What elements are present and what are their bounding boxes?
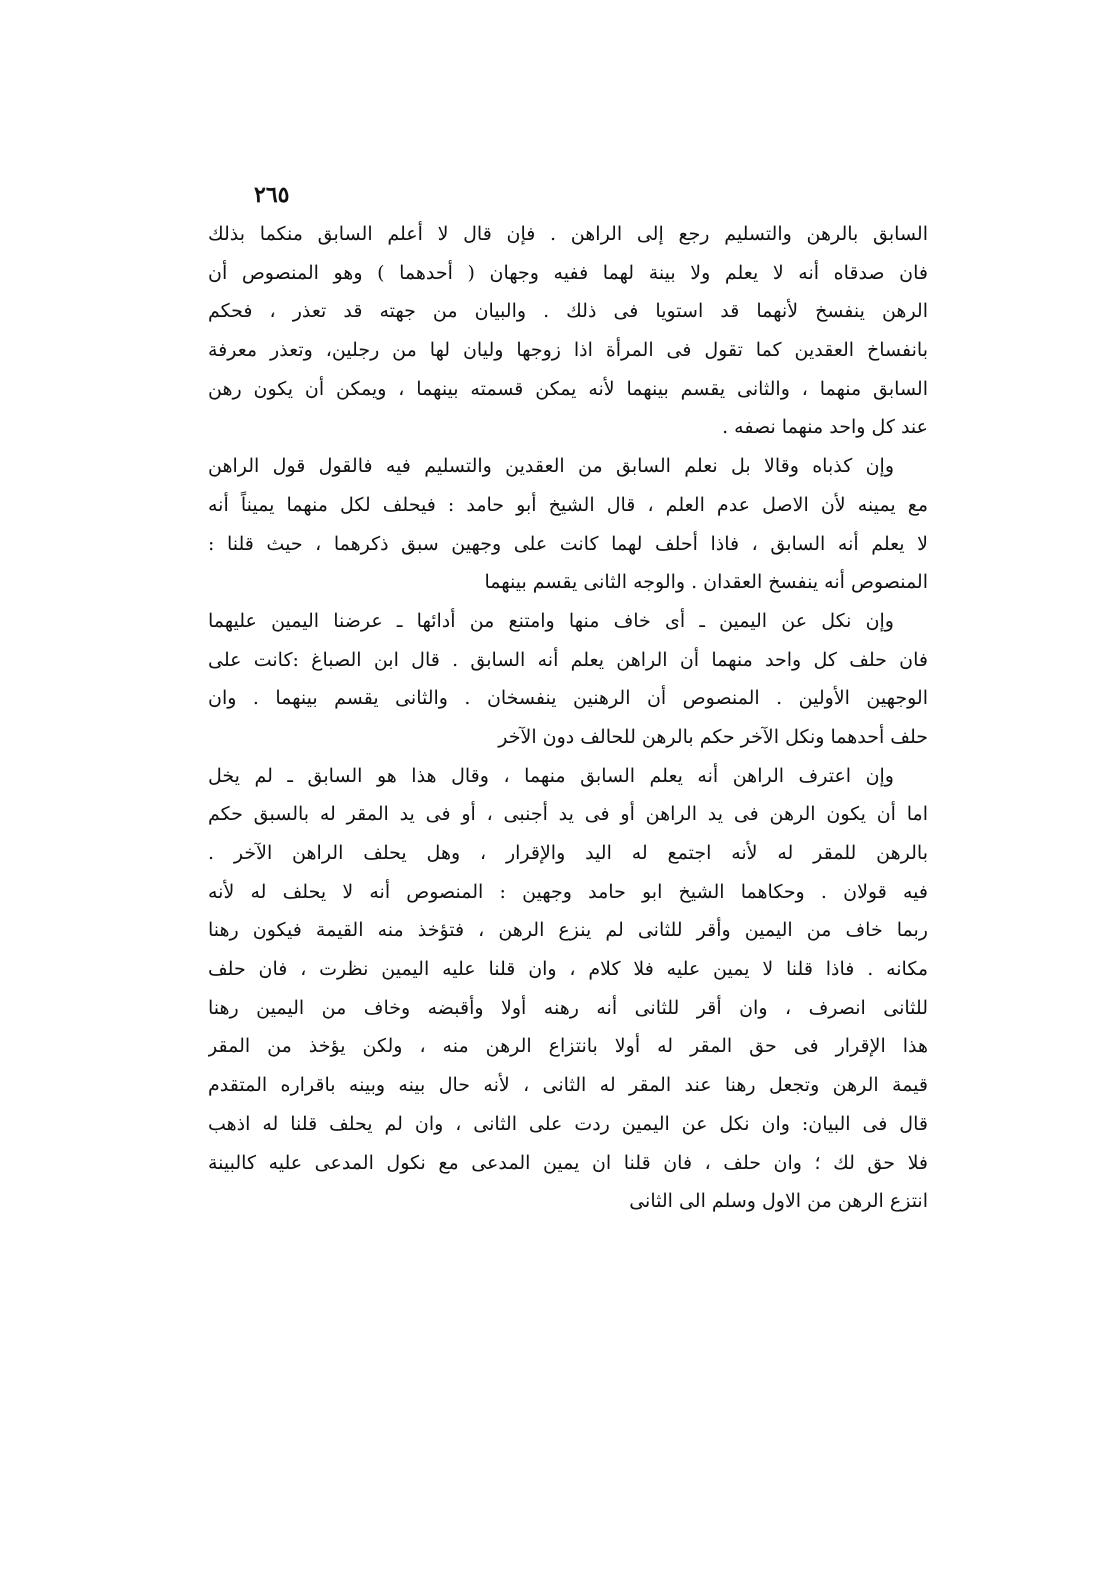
text-line: السابق منهما ، والثانى يقسم بينهما لأنه يمكن قسمته بينهما ، ويمكن أن يكون رهن bbox=[208, 377, 928, 400]
text-line: الوجهين الأولين . المنصوص أن الرهنين ينفسخان . والثانى يقسم بينهما . وان bbox=[208, 687, 928, 710]
page-number: ٢٦٥ bbox=[254, 182, 290, 208]
text-line: وإن كذباه وقالا بل نعلم السابق من العقدين والتسليم فيه فالقول قول الراهن bbox=[208, 455, 894, 478]
text-line: وإن نكل عن اليمين ـ أى خاف منها وامتنع من أدائها ـ عرضنا اليمين عليهما bbox=[208, 609, 894, 632]
text-line: لا يعلم أنه السابق ، فاذا أحلف لهما كانت على وجهين سبق ذكرهما ، حيث قلنا : bbox=[208, 532, 928, 555]
text-line: ربما خاف من اليمين وأقر للثانى لم ينزع الرهن ، فتؤخذ منه القيمة فيكون رهنا bbox=[208, 919, 928, 942]
text-line: فان صدقاه أنه لا يعلم ولا بينة لهما ففيه وجهان ( أحدهما ) وهو المنصوص أن bbox=[208, 261, 928, 284]
text-line: مع يمينه لأن الاصل عدم العلم ، قال الشيخ أبو حامد : فيحلف لكل منهما يميناً أنه bbox=[208, 493, 928, 516]
text-line: فلا حق لك ؛ وان حلف ، فان قلنا ان يمين المدعى مع نكول المدعى عليه كالبينة bbox=[208, 1151, 928, 1174]
text-line: بانفساخ العقدين كما تقول فى المرأة اذا زوجها وليان لها من رجلين، وتعذر معرفة bbox=[208, 339, 928, 362]
text-line: عند كل واحد منهما نصفه . bbox=[722, 416, 928, 439]
text-line: وإن اعترف الراهن أنه يعلم السابق منهما ، وقال هذا هو السابق ـ لم يخل bbox=[208, 764, 894, 787]
text-line: السابق بالرهن والتسليم رجع إلى الراهن . فإن قال لا أعلم السابق منكما بذلك bbox=[208, 223, 928, 245]
text-line: انتزع الرهن من الاول وسلم الى الثانى bbox=[629, 1190, 928, 1213]
text-line: المنصوص أنه ينفسخ العقدان . والوجه الثانى يقسم بينهما bbox=[484, 571, 928, 594]
text-line: بالرهن للمقر له لأنه اجتمع له اليد والإقرار ، وهل يحلف الراهن الآخر . bbox=[208, 842, 928, 864]
text-line: مكانه . فاذا قلنا لا يمين عليه فلا كلام ، وان قلنا عليه اليمين نظرت ، فان حلف bbox=[208, 958, 928, 981]
body-text bbox=[208, 215, 928, 1221]
text-line: فان حلف كل واحد منهما أن الراهن يعلم أنه السابق . قال ابن الصباغ :كانت على bbox=[208, 648, 928, 671]
text-line: قيمة الرهن وتجعل رهنا عند المقر له الثانى ، لأنه حال بينه وبينه باقراره المتقدم bbox=[208, 1074, 928, 1097]
text-line: اما أن يكون الرهن فى يد الراهن أو فى يد أجنبى ، أو فى يد المقر له بالسبق حكم bbox=[208, 803, 928, 826]
text-line: الرهن ينفسخ لأنهما قد استويا فى ذلك . والبيان من جهته قد تعذر ، فحكم bbox=[208, 300, 928, 323]
text-line: فيه قولان . وحكاهما الشيخ ابو حامد وجهين : المنصوص أنه لا يحلف له لأنه bbox=[208, 880, 928, 903]
text-line: قال فى البيان: وان نكل عن اليمين ردت على الثانى ، وان لم يحلف قلنا له اذهب bbox=[208, 1112, 928, 1135]
text-line: للثانى انصرف ، وان أقر للثانى أنه رهنه أولا وأقبضه وخاف من اليمين رهنا bbox=[208, 996, 928, 1019]
text-line: حلف أحدهما ونكل الآخر حكم بالرهن للحالف دون الآخر bbox=[498, 725, 928, 748]
text-line: هذا الإقرار فى حق المقر له أولا بانتزاع الرهن منه ، ولكن يؤخذ من المقر bbox=[208, 1035, 928, 1058]
